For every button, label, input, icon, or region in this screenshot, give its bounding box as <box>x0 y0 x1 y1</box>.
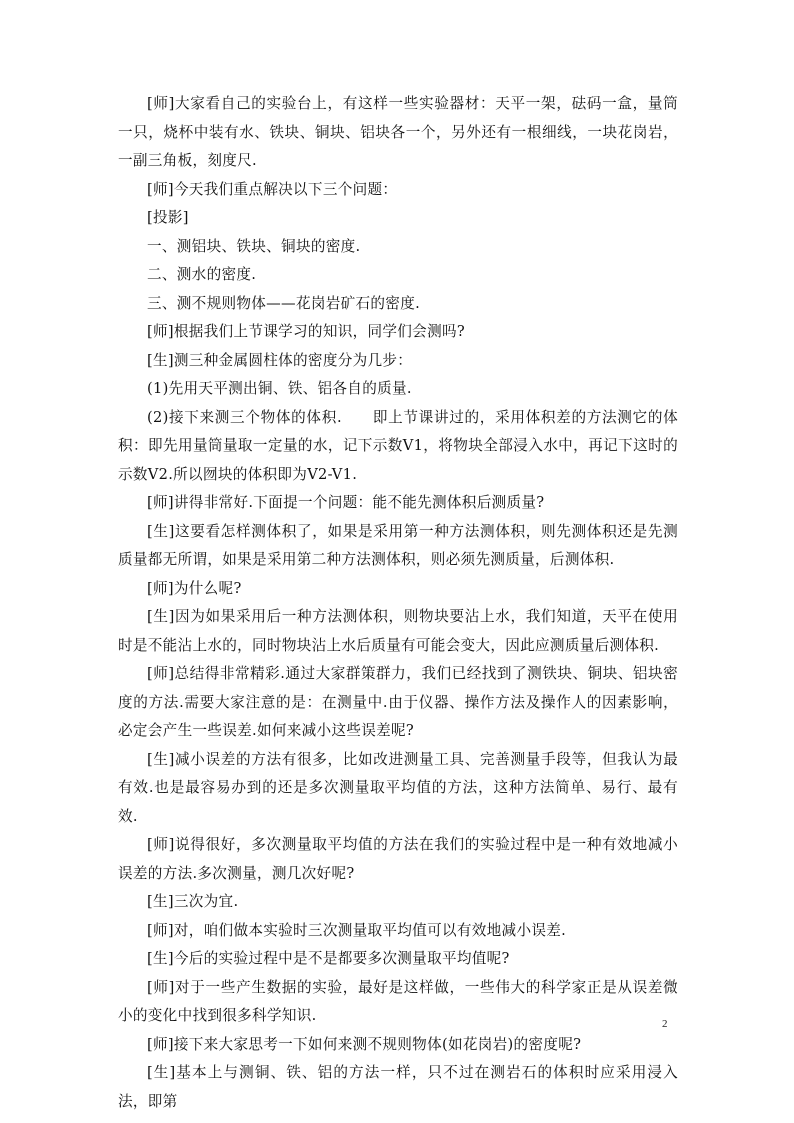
paragraph: [师]接下来大家思考一下如何来测不规则物体(如花岗岩)的密度呢? <box>147 1035 582 1053</box>
paragraph: [师]今天我们重点解决以下三个问题： <box>147 180 398 198</box>
paragraph: [生]基本上与测铜、铁、铝的方法一样，只不过在测岩石的体积时应采用浸入法，即第 <box>118 1064 678 1110</box>
paragraph: [投影] <box>147 209 189 226</box>
paragraph: [师]大家看自己的实验台上，有这样一些实验器材：天平一架，砝码一盒，量筒一只，烧杯中装有水、铁块、铜块、铝块各一个，另外还有一根细线，一块花岗岩，一副三角板，刻度尺. <box>118 95 678 169</box>
paragraph: 一、测铝块、铁块、铜块的密度. <box>147 237 361 255</box>
paragraph: [师]对，咱们做本实验时三次测量取平均值可以有效地减小误差. <box>147 921 567 939</box>
paragraph: 三、测不规则物体——花岗岩矿石的密度. <box>147 294 421 312</box>
paragraph: [师]为什么呢? <box>147 579 242 597</box>
paragraph: [生]这要看怎样测体积了，如果是采用第一种方法测体积，则先测体积还是先测质量都无所谓，如果是采用第二种方法测体积，则必须先测质量，后测体积. <box>118 522 678 568</box>
paragraph: [师]讲得非常好.下面提一个问题：能不能先测体积后测质量? <box>147 494 545 511</box>
paragraph: [师]根据我们上节课学习的知识，同学们会测吗? <box>147 323 465 340</box>
paragraph: (2)接下来测三个物体的体积. 即上节课讲过的，采用体积差的方法测它的体积：即先用量筒量取一定量的水，记下示数V1，将物块全部浸入水中，再记下这时的示数V2.所以囫块的体积即为V2-V1. <box>118 408 678 483</box>
paragraph: [生]今后的实验过程中是不是都要多次测量取平均值呢? <box>147 950 510 967</box>
page-number: 2 <box>662 1018 668 1030</box>
paragraph: [师]对于一些产生数据的实验，最好是这样做，一些伟大的科学家正是从误差微小的变化中找到很多科学知识. <box>118 978 678 1024</box>
paragraph: [生]测三种金属圆柱体的密度分为几步： <box>147 351 413 369</box>
paragraph: [生]因为如果采用后一种方法测体积，则物块要沾上水，我们知道，天平在使用时是不能沾上水的，同时物块沾上水后质量有可能会变大，因此应测质量后测体积. <box>118 608 678 654</box>
paragraph: [生]减小误差的方法有很多，比如改进测量工具、完善测量手段等，但我认为最有效.也是最容易办到的还是多次测量取平均值的方法，这种方法简单、易行、最有效. <box>118 750 678 825</box>
page-body <box>118 90 678 1116</box>
paragraph: [师]总结得非常精彩.通过大家群策群力，我们已经找到了测铁块、铜块、铝块密度的方法.需要大家注意的是：在测量中.由于仪器、操作方法及操作人的因素影响，必定会产生一些误差.如何来减小这些误差呢? <box>118 665 678 739</box>
paragraph: [师]说得很好，多次测量取平均值的方法在我们的实验过程中是一种有效地减小误差的方法.多次测量，测几次好呢? <box>118 836 678 882</box>
paragraph: (1)先用天平测出铜、铁、铝各自的质量. <box>147 380 412 397</box>
paragraph: [生]三次为宜. <box>147 893 239 910</box>
paragraph: 二、测水的密度. <box>147 266 257 283</box>
